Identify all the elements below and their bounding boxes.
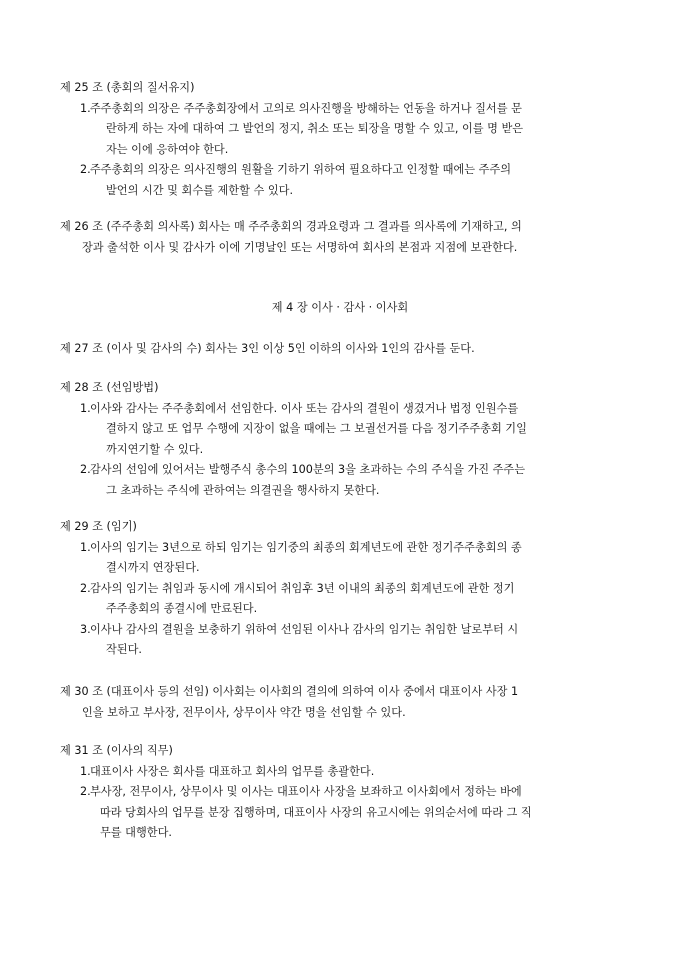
item-line: 대표이사 사장은 회사를 대표하고 회사의 업무를 총괄한다.: [90, 764, 375, 778]
article-25-item-1: [60, 99, 630, 161]
article-26-line-1: 제 26 조 (주주총회 의사록) 회사는 매 주주총회의 경과요령과 그 결과를 의사록에 기재하고, 의: [60, 220, 522, 233]
article-29-item-3: [60, 620, 630, 661]
article-28: [60, 378, 630, 501]
article-29-title: 제 29 조 (임기): [60, 520, 137, 533]
article-26: [60, 217, 630, 258]
item-number: 3.: [80, 622, 91, 636]
item-line: 주주총회의 의장은 의사진행의 원활을 기하기 위하여 필요하다고 인정할 때에는 주주의: [90, 163, 512, 176]
item-line: 이사나 감사의 결원을 보충하기 위하여 선임된 이사나 감사의 임기는 취임한 날로부터 시: [90, 622, 519, 636]
item-number: 1.: [80, 401, 91, 415]
item-line: 주주총회의 의장은 주주총회장에서 고의로 의사진행을 방해하는 언동을 하거나 질서를 문: [90, 101, 522, 115]
item-line: 부사장, 전무이사, 상무이사 및 이사는 대표이사 사장을 보좌하고 이사회에서 정하는 바에: [90, 785, 522, 798]
article-25: [60, 78, 630, 201]
article-31-item-1: [60, 762, 630, 783]
item-number: 2.: [80, 581, 91, 595]
article-30-line-1: 제 30 조 (대표이사 등의 선임) 이사회는 이사회의 결의에 의하여 이사 중에서 대표이사 사장 1: [60, 685, 519, 698]
article-28-item-2: [60, 460, 630, 501]
item-line: 발언의 시간 및 회수를 제한할 수 있다.: [106, 183, 294, 197]
article-31: [60, 741, 630, 844]
item-line: 란하게 하는 자에 대하여 그 발언의 정지, 취소 또는 퇴장을 명할 수 있고, 이를 명 받은: [106, 122, 524, 135]
article-26-line-2: 장과 출석한 이사 및 감사가 이에 기명날인 또는 서명하여 회사의 본점과 지점에 보관한다.: [82, 240, 518, 254]
article-30-line-2: 인을 보하고 부사장, 전무이사, 상무이사 약간 명을 선임할 수 있다.: [82, 705, 406, 719]
item-number: 2.: [80, 785, 91, 798]
article-31-title: 제 31 조 (이사의 직무): [60, 744, 173, 757]
item-number: 1.: [80, 764, 91, 778]
item-line: 자는 이에 응하여야 한다.: [106, 142, 229, 156]
item-line: 결시까지 연장된다.: [106, 561, 200, 574]
article-25-item-2: [60, 160, 630, 201]
item-line: 결하지 않고 또 업무 수행에 지장이 없을 때에는 그 보궐선거를 다음 정기주주총회 기일: [106, 422, 527, 435]
item-line: 이사와 감사는 주주총회에서 선임한다. 이사 또는 감사의 결원이 생겼거나 법정 인원수를: [90, 401, 519, 415]
item-line: 주주총회의 종결시에 만료된다.: [106, 602, 258, 615]
article-25-title: 제 25 조 (총회의 질서유지): [60, 81, 195, 94]
article-30: [60, 682, 630, 723]
item-number: 1.: [80, 101, 91, 115]
item-line: 작된다.: [106, 643, 142, 656]
article-29: [60, 517, 630, 661]
item-number: 2.: [80, 463, 91, 476]
article-29-item-2: [60, 579, 630, 620]
article-28-title: 제 28 조 (선임방법): [60, 381, 159, 394]
article-28-item-1: [60, 399, 630, 461]
article-27-text: 제 27 조 (이사 및 감사의 수) 회사는 3인 이상 5인 이하의 이사와 1인의 감사를 둔다.: [60, 342, 475, 355]
item-line: 그 초과하는 주식에 관하여는 의결권을 행사하지 못한다.: [106, 483, 380, 497]
chapter-heading: 제 4 장 이사 · 감사 · 이사회: [271, 301, 409, 314]
item-number: 2.: [80, 163, 91, 176]
article-29-item-1: [60, 538, 630, 579]
item-line: 무를 대행한다.: [100, 826, 172, 839]
item-line: 따라 당회사의 업무를 분장 집행하며, 대표이사 사장의 유고시에는 위의순서에 따라 그 직: [100, 805, 532, 819]
item-line: 감사의 선임에 있어서는 발행주식 총수의 100분의 3을 초과하는 수의 주식을 가진 주주는: [90, 463, 526, 476]
item-line: 감사의 임기는 취임과 동시에 개시되어 취임후 3년 이내의 최종의 회계년도에 관한 정기: [90, 581, 515, 595]
article-27: [60, 339, 630, 360]
item-line: 이사의 임기는 3년으로 하되 임기는 임기중의 최종의 회계년도에 관한 정기주주총회의 종: [90, 540, 522, 554]
item-line: 까지연기할 수 있다.: [106, 442, 204, 456]
article-31-item-2: [60, 782, 630, 844]
item-number: 1.: [80, 540, 91, 554]
